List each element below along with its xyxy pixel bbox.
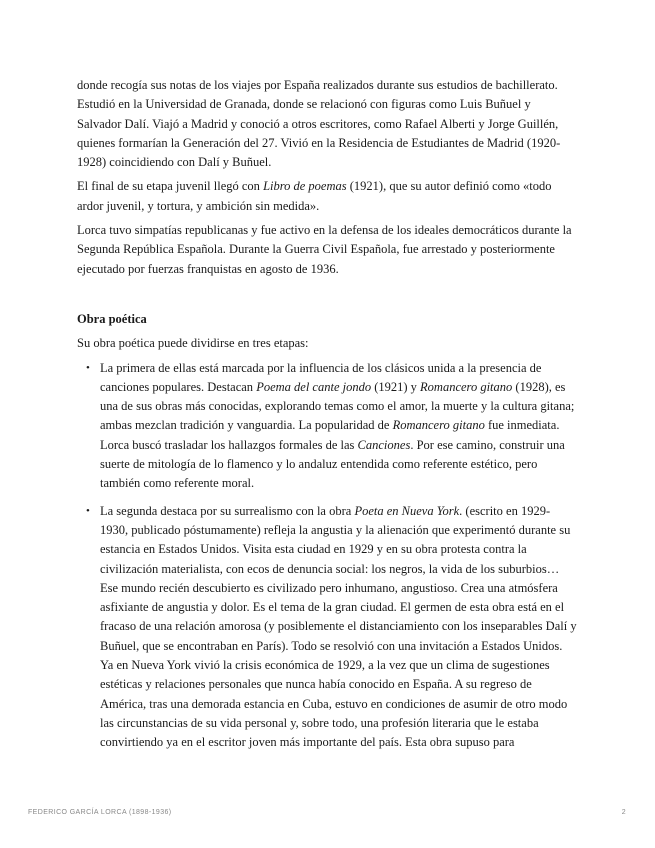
italic-title: Poema del cante jondo [256,379,372,394]
bullet-icon: • [86,361,90,374]
text-run: (1928), es una de sus obras más conocidas, explorando temas como el amor, la muerte y la cultura gitana; ambas mezclan tradición y vanguardia. La popularidad de [100,379,575,433]
section-intro: Su obra poética puede dividirse en tres etapas: [77,336,309,351]
paragraph-republic: Lorca tuvo simpatías republicanas y fue activo en la defensa de los ideales democráticos durante la Segunda República Española. Durante la Guerra Civil Española, fue arrestado y posteriormente ejecutado por fuerzas franquistas en agosto de 1936. [77,223,572,276]
italic-title: Poeta en Nueva York [354,503,460,518]
italic-title: Canciones [357,437,411,452]
footer-title: FEDERICO GARCÍA LORCA (1898-1936) [28,809,172,816]
text-run: . Por ese camino, construir una suerte de mitología de lo flamenco y lo andaluz entendida como referente estético, pero también como referente moral. [100,437,565,491]
section-heading: Obra poética [77,311,147,326]
italic-title: Romancero gitano [420,379,513,394]
text-run: . (escrito en 1929-1930, publicado póstumamente) refleja la angustia y la alienación que experimentó durante su estancia en Estados Unidos. Visita esta ciudad en 1929 y en su obra protesta contra la civilización materialista, con ecos de denuncia social: los negros, la vida de los suburbios… Ese mundo recién descubierto es civilizado pero inhumano, angustioso. Crea una atmósfera asfixiante de angustia y dolor. Es el tema de la gran ciudad. El germen de esta obra está en el fracaso de una relación amorosa (y posiblemente el distanciamiento con los inseparables Dalí y Buñuel, que se encontraban en París). Todo se resolvió con una invitación a Estados Unidos. Ya en Nueva York vivió la crisis económica de 1929, a la vez que un clima de sugestiones estéticas y relaciones personales que nunca había conocido en España. A su regreso de América, tras una demorada estancia en Cuba, estuvo en condiciones de asumir de otro modo las circunstancias de su vida personal y, sobre todo, una profesión literaria que le estaba convirtiendo ya en el escritor joven más importante del país. Esta obra supuso para [100,503,577,750]
paragraph-biography: donde recogía sus notas de los viajes por España realizados durante sus estudios de bachillerato. Estudió en la Universidad de Granada, donde se relacionó con figuras como Luis Buñuel y Salvador Dalí. Viajó a Madrid y conoció a otros escritores, como Rafael Alberti y Jorge Guillén, quienes formarían la Generación del 27. Vivió en la Residencia de Estudiantes de Madrid (1920-1928) coincidiendo con Dalí y Buñuel. [77,78,561,170]
text-run: fue inmediata. Lorca buscó trasladar los hallazgos formales de las [100,418,560,452]
italic-title: Romancero gitano [392,418,485,433]
bullet-icon: • [86,504,90,517]
text-run: (1921) y [371,379,421,394]
paragraph-libro-de-poemas [77,177,577,216]
page-content [77,76,577,761]
text-run: La segunda destaca por su surrealismo con la obra [100,503,355,518]
text-run: El final de su etapa juvenil llegó con [77,179,264,194]
page-footer [28,809,626,821]
text-run: (1921), que su autor definió como «todo ardor juvenil, y tortura, y ambición sin medida». [77,179,552,213]
list-item [86,502,577,753]
page-number: 2 [621,809,626,816]
list-item [86,359,577,494]
text-run: La primera de ellas está marcada por la influencia de los clásicos unida a la presencia de canciones populares. Destacan [100,360,542,394]
stages-list [77,359,577,753]
italic-title: Libro de poemas [263,179,347,194]
